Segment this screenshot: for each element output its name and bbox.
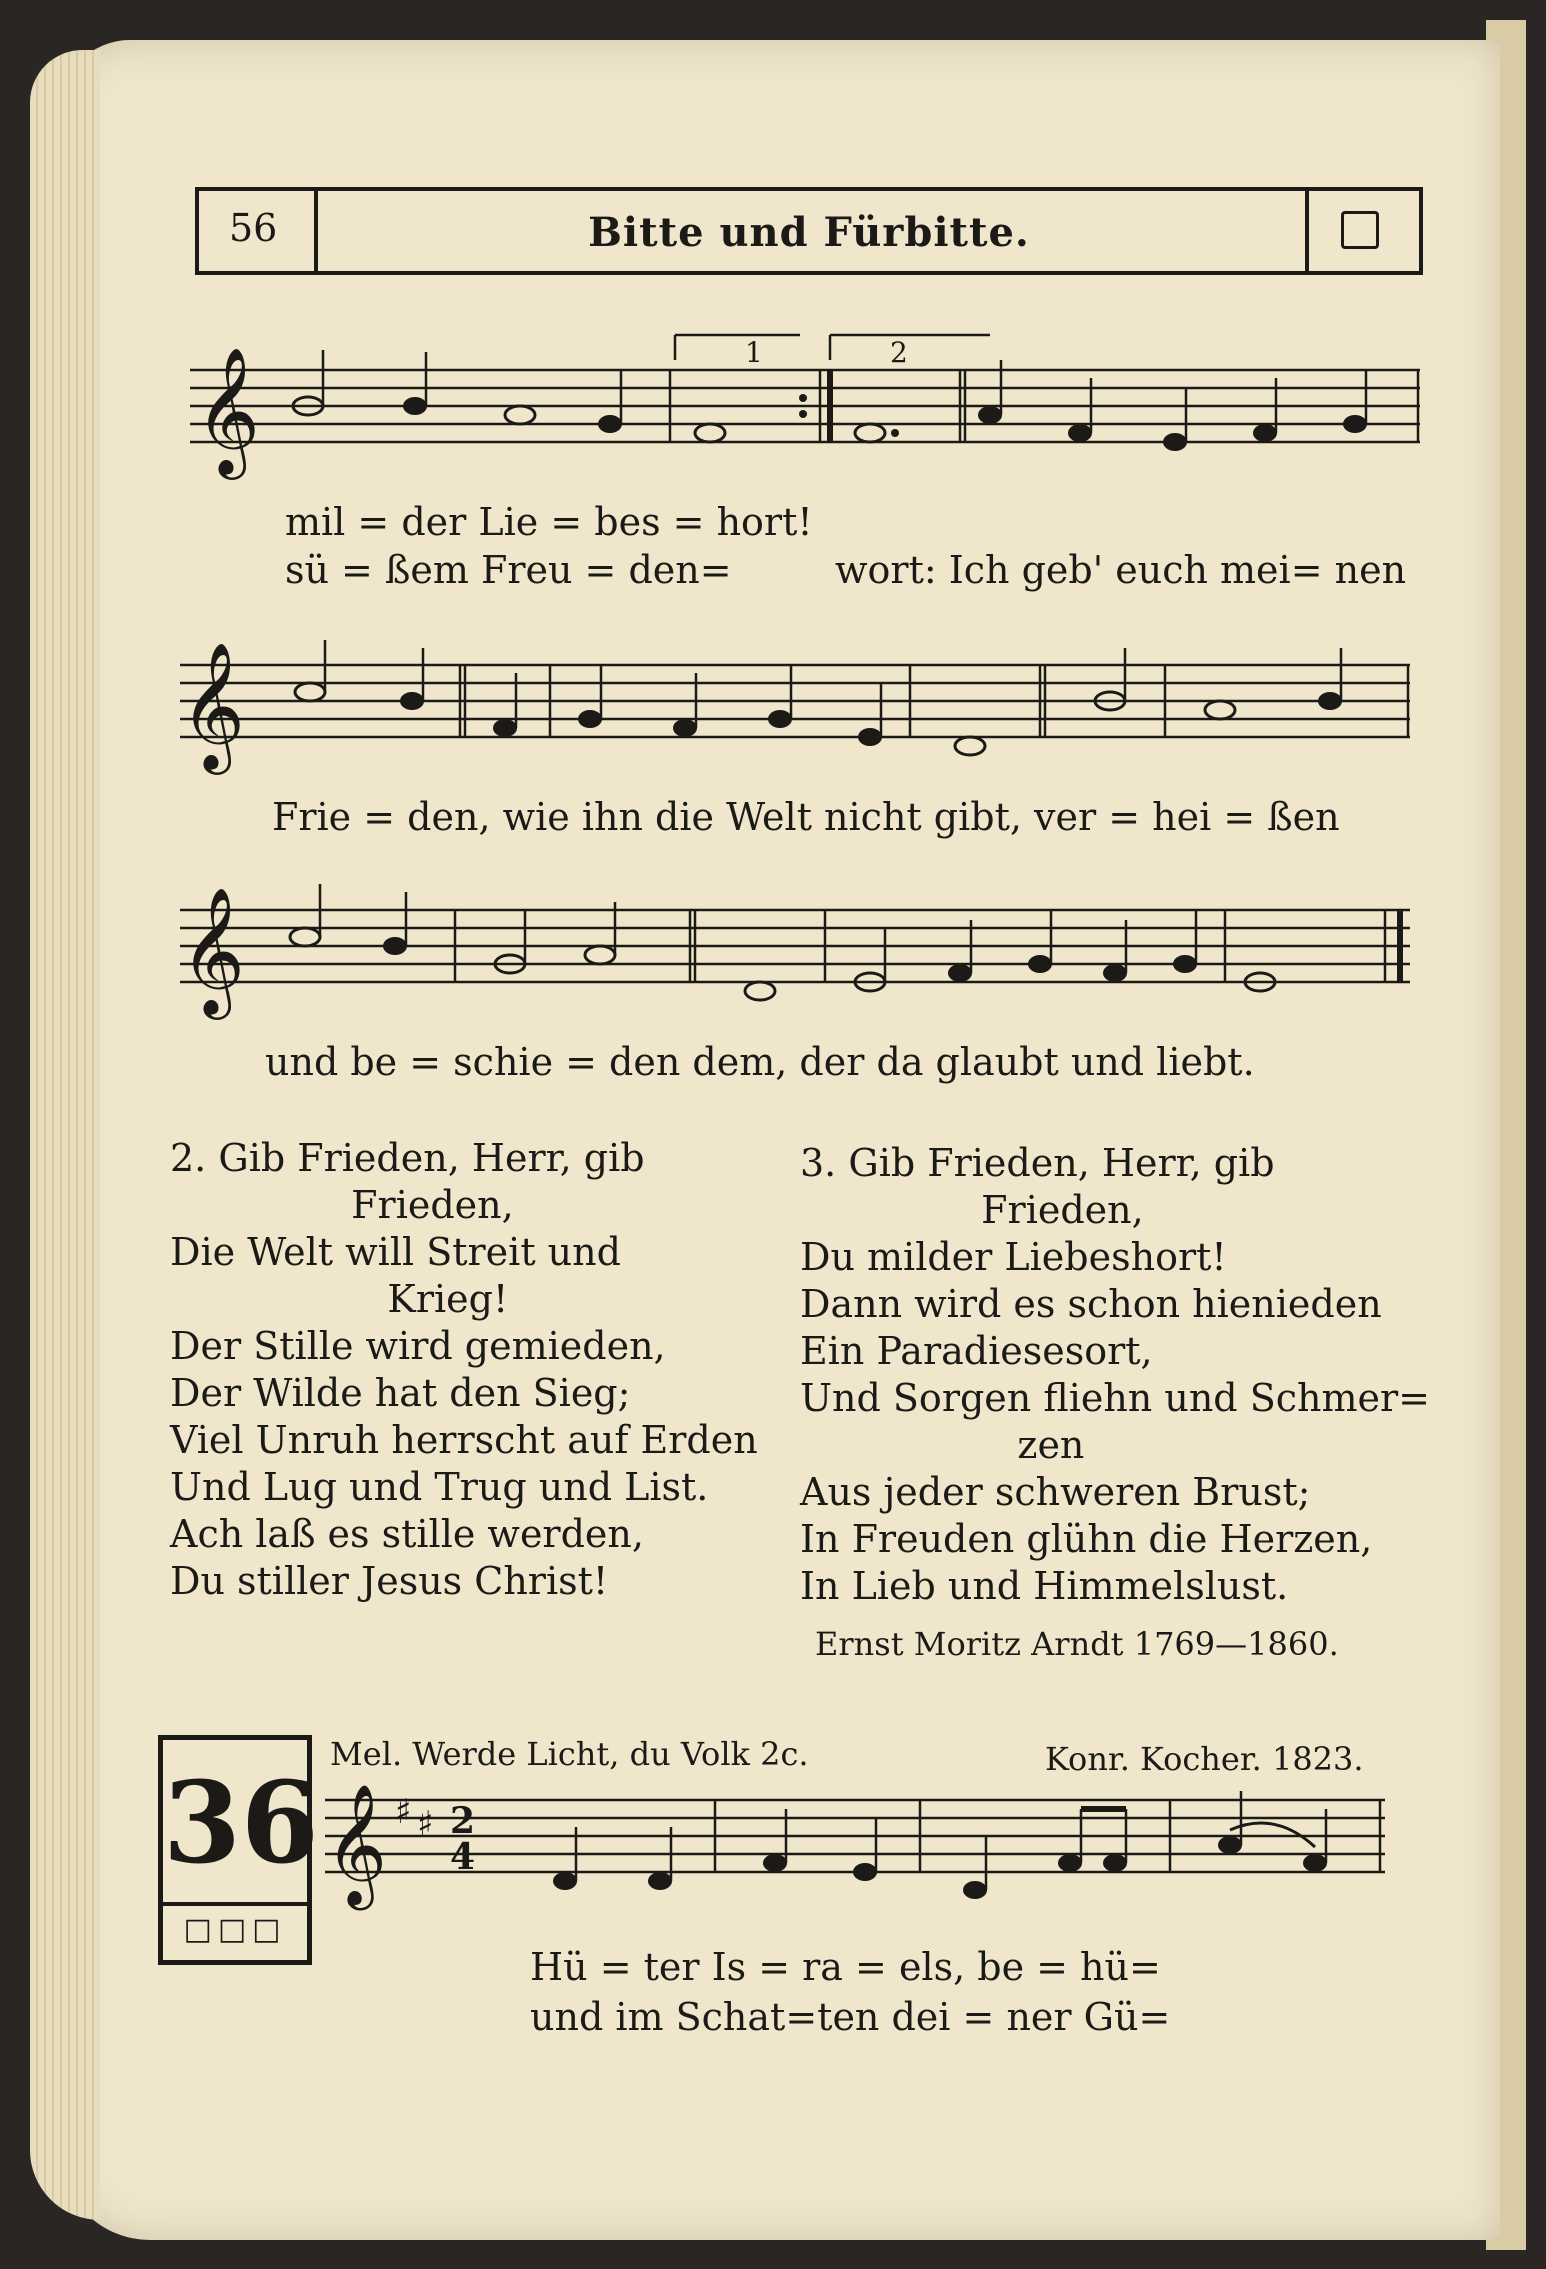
lyrics-line: mil = der Lie = bes = hort!	[285, 500, 813, 544]
hymn-box-divider	[163, 1902, 307, 1906]
lyrics-line: und be = schie = den dem, der da glaubt und liebt.	[265, 1040, 1255, 1084]
music-staff-4	[325, 1785, 1385, 1915]
author-credit: Ernst Moritz Arndt 1769—1860.	[815, 1625, 1339, 1663]
verse-2: 2. Gib Frieden, Herr, gib Frieden, Die Welt will Streit und Krieg! Der Stille wird gemieden, Der Wilde hat den Sieg; Viel Unruh herrscht auf Erden Und Lug und Trug und List. Ach laß es stille werden, Du stiller Jesus Christ!	[170, 1136, 758, 1603]
lyrics-line: Frie = den, wie ihn die Welt nicht gibt, ver = hei = ßen	[272, 795, 1340, 839]
header-divider	[1305, 191, 1309, 271]
square-icon	[1341, 211, 1379, 249]
volta-1-label: 1	[745, 336, 763, 369]
lyrics-line: wort: Ich geb' euch mei= nen	[835, 548, 1407, 592]
svg-text:𝄞: 𝄞	[325, 1785, 388, 1905]
svg-text:♯: ♯	[395, 1792, 412, 1832]
lyrics-line: sü = ßem Freu = den=	[285, 548, 732, 592]
music-staff-1	[190, 330, 1420, 490]
svg-text:𝄞: 𝄞	[180, 641, 246, 769]
page-number: 56	[229, 206, 278, 250]
section-title: Bitte und Fürbitte.	[588, 209, 1030, 256]
verse-3: 3. Gib Frieden, Herr, gib Frieden, Du milder Liebeshort! Dann wird es schon hienieden Ein Paradiesesort, Und Sorgen fliehn und Schmer= zen Aus jeder schweren Brust; In Freuden glühn die Herzen, In Lieb und Himmelslust.	[800, 1141, 1431, 1608]
svg-text:𝄞: 𝄞	[180, 886, 246, 1014]
square-icons: □□□	[183, 1912, 287, 1947]
music-staff-3	[180, 880, 1410, 1030]
time-signature-top: 2	[450, 1800, 476, 1842]
svg-text:𝄞: 𝄞	[195, 346, 261, 474]
lyrics-line: Hü = ter Is = ra = els, be = hü=	[530, 1945, 1161, 1989]
volta-2-label: 2	[890, 336, 908, 369]
music-staff-2	[180, 640, 1410, 780]
composer-credit: Konr. Kocher. 1823.	[1045, 1740, 1364, 1778]
running-header	[195, 187, 1423, 275]
time-signature-bottom: 4	[450, 1836, 476, 1878]
lyrics-line: und im Schat=ten dei = ner Gü=	[530, 1995, 1171, 2039]
svg-text:♯: ♯	[417, 1804, 434, 1844]
page-edges	[30, 50, 100, 2220]
hymn-number: 36	[163, 1758, 319, 1889]
hymn-number-box	[158, 1735, 319, 1965]
melody-reference: Mel. Werde Licht, du Volk 2c.	[330, 1735, 809, 1773]
